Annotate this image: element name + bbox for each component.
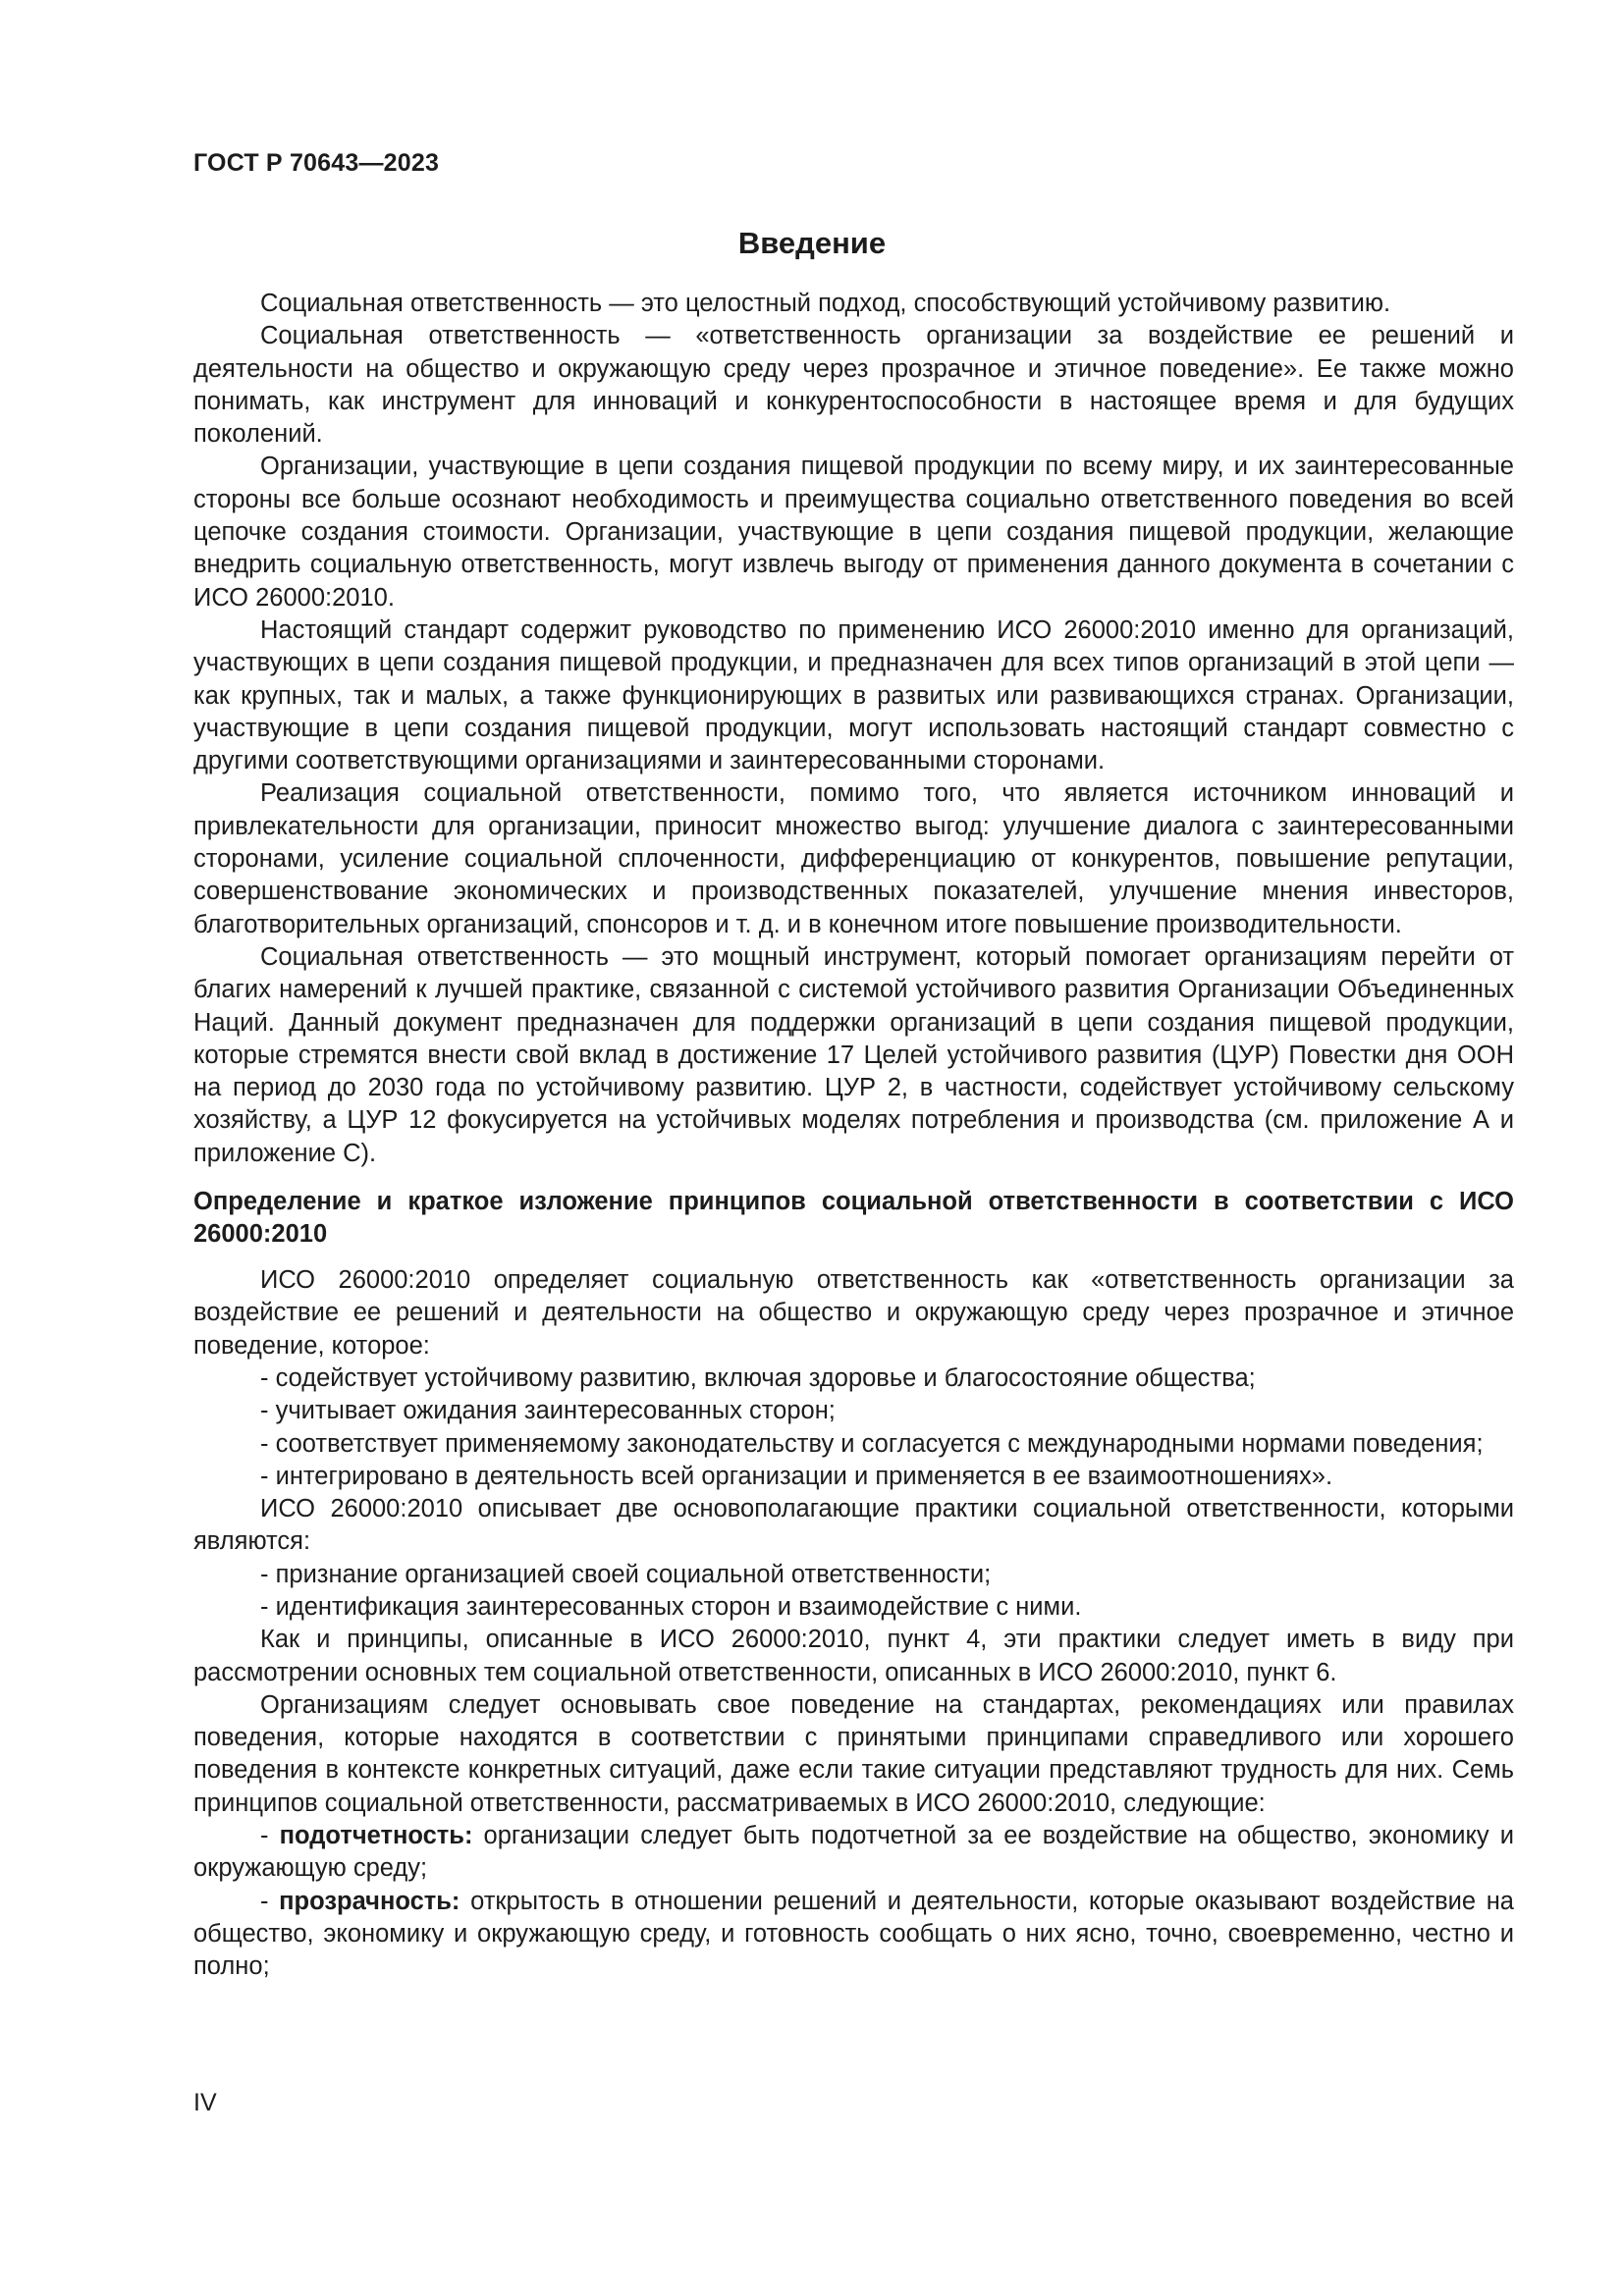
principle-term: прозрачность: [279, 1887, 460, 1915]
intro-paragraph: Социальная ответственность — это мощный инструмент, который помогает организациям перейти от благих намерений к лучшей практике, связанной с системой устойчивого развития Организации Объединенных Наций. Данный документ предназначен для поддержки организаций в цепи создания пищевой продукции, которые стремятся внести свой вклад в достижение 17 Целей устойчивого развития (ЦУР) Повестки дня ООН на период до 2030 года по устойчивому развитию. ЦУР 2, в частности, содействует устойчивому сельскому хозяйству, а ЦУР 12 фокусируется на устойчивых моделях потребления и производства (см. приложение А и приложение С). [193, 942, 1514, 1167]
definition-item: - интегрировано в деятельность всей организации и применяется в ее взаимоотношениях». [260, 1462, 1333, 1490]
principle-term: подотчетность: [279, 1822, 473, 1850]
section-title: Введение [737, 226, 887, 260]
principle-text: открытость в отношении решений и деятельности, которые оказывают воздействие на общество, экономику и окружающую среду, и готовность сообщать о них ясно, точно, своевременно, честно и полно; [193, 1887, 1514, 1981]
intro-paragraph: Организации, участвующие в цепи создания пищевой продукции по всему миру, и их заинтересованные стороны все больше осознают необходимость и преимущества социально ответственного поведения во всей цепочке создания стоимости. Организации, участвующие в цепи создания пищевой продукции, желающие внедрить социальную ответственность, могут извлечь выгоду от применения данного документа в сочетании с ИСО 26000:2010. [193, 453, 1514, 612]
definition-item: - соответствует применяемому законодательству и согласуется с международными нормами поведения; [260, 1429, 1484, 1458]
practice-item: - идентификация заинтересованных сторон и взаимодействие с ними. [260, 1592, 1082, 1621]
definition-item: - содействует устойчивому развитию, включая здоровье и благосостояние общества; [260, 1363, 1256, 1392]
intro-paragraph: Настоящий стандарт содержит руководство по применению ИСО 26000:2010 именно для организаций, участвующих в цепи создания пищевой продукции, и предназначен для всех типов организаций в этой цепи — как крупных, так и малых, а также функционирующих в развитых или развивающихся странах. Организации, участвующие в цепи создания пищевой продукции, могут использовать настоящий стандарт совместно с другими соответствующими организациями и заинтересованными сторонами. [193, 615, 1514, 775]
principle-item [193, 1886, 1514, 1984]
intro-paragraph: Социальная ответственность — это целостный подход, способствующий устойчивому развитию. [260, 290, 1391, 317]
body-paragraph: Организациям следует основывать свое поведение на стандартах, рекомендациях или правилах поведения, которые находятся в соответствии с принятыми принципами справедливого или хорошего поведения в контексте конкретных ситуаций, даже если такие ситуации представляют трудность для них. Семь принципов социальной ответственности, рассматриваемых в ИСО 26000:2010, следующие: [193, 1690, 1514, 1817]
document-code: ГОСТ Р 70643—2023 [193, 149, 440, 177]
subsection-heading: Определение и краткое изложение принципов социальной ответственности в соответствии с ИСО 26000:2010 [193, 1188, 1514, 1249]
practice-item: - признание организацией своей социальной ответственности; [260, 1560, 992, 1588]
body-paragraph: Как и принципы, описанные в ИСО 26000:2010, пункт 4, эти практики следует иметь в виду при рассмотрении основных тем социальной ответственности, описанных в ИСО 26000:2010, пункт 6. [193, 1626, 1514, 1686]
intro-paragraph: Реализация социальной ответственности, помимо того, что является источником инноваций и привлекательности для организации, приносит множество выгод: улучшение диалога с заинтересованными сторонами, усиление социальной сплоченности, дифференциацию от конкурентов, повышение репутации, совершенствование экономических и производственных показателей, улучшение мнения инвесторов, благотворительных организаций, спонсоров и т. д. и в конечном итоге повышение производительности. [193, 779, 1514, 938]
principle-prefix: - [260, 1822, 280, 1850]
principle-prefix: - [260, 1887, 280, 1915]
intro-paragraph: Социальная ответственность — «ответственность организации за воздействие ее решений и деятельности на общество и окружающую среду через прозрачное и этичное поведение». Ее также можно понимать, как инструмент для инноваций и конкурентоспособности в настоящее время и для будущих поколений. [193, 322, 1514, 449]
definition-lead: ИСО 26000:2010 определяет социальную ответственность как «ответственность организации за воздействие ее решений и деятельности на общество и окружающую среду через прозрачное и этичное поведение, которое: [193, 1266, 1514, 1360]
principle-text: организации следует быть подотчетной за ее воздействие на общество, экономику и окружающую среду; [193, 1822, 1515, 1883]
practices-lead: ИСО 26000:2010 описывает две основополагающие практики социальной ответственности, которыми являются: [193, 1495, 1514, 1556]
principle-item [193, 1820, 1514, 1886]
page-number: IV [193, 2089, 217, 2116]
definition-item: - учитывает ожидания заинтересованных сторон; [260, 1397, 836, 1425]
document-body [193, 288, 1514, 1984]
